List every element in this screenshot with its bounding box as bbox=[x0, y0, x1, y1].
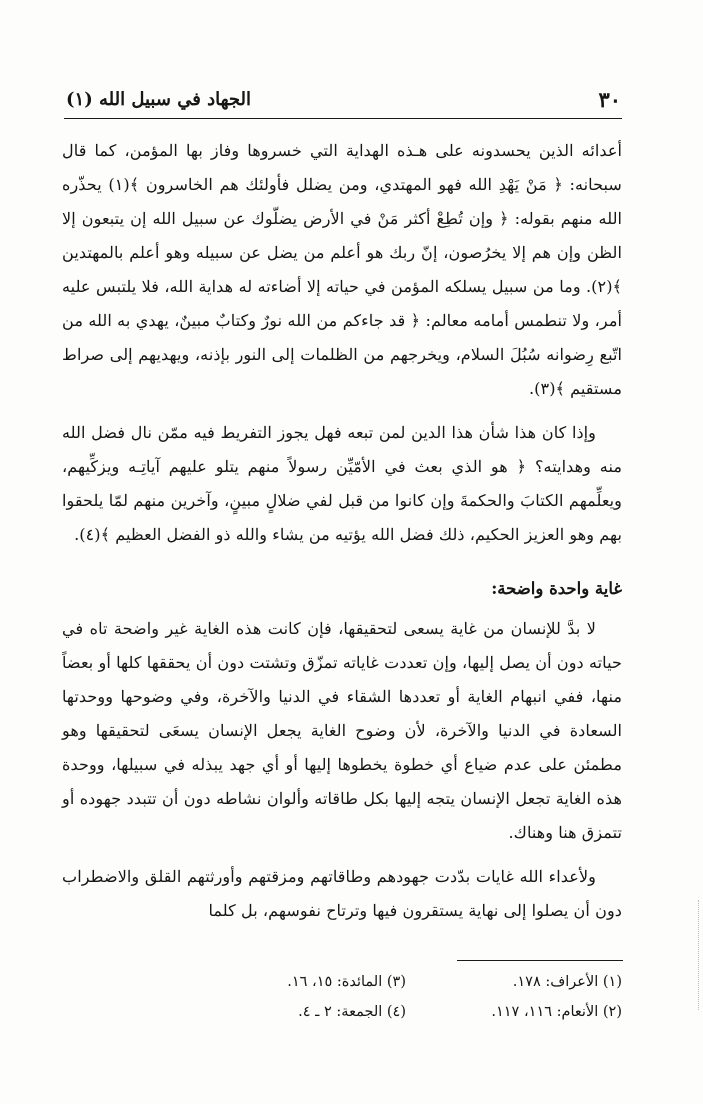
footnote: (٢) الأنعام: ١١٦، ١١٧. bbox=[491, 1004, 622, 1020]
running-title: الجهاد في سبيل الله (١) bbox=[66, 88, 251, 110]
footnotes bbox=[190, 968, 622, 1026]
main-text bbox=[62, 134, 622, 928]
footnote: (٣) المائدة: ١٥، ١٦. bbox=[287, 974, 406, 990]
scan-margin-mark bbox=[698, 900, 700, 1010]
footnote: (١) الأعراف: ١٧٨. bbox=[512, 974, 622, 990]
paragraph: لا بدَّ للإنسان من غاية يسعى لتحقيقها، فإن كانت هذه الغاية غير واضحة تاه في حياته دون أن يصل إليها، وإن تعددت غاياته تمزّق وتشتت دون أن يحققها كلها أو بعضاً منها، ففي انبهام الغاية أو تعددها الشقاء في الدنيا والآخرة، وفي وضوحها ووحدتها السعادة في الدنيا والآخرة، لأن وضوح الغاية يجعل الإنسان يسعَى لتحقيقها وهو مطمئن على عدم ضياع أي خطوة يخطوها إليها أو أي جهد يبذله في سبيلها، ووحدة هذه الغاية تجعل الإنسان يتجه إليها بكل طاقاته وألوان نشاطه دون أن تتبدد جهوده أو تتمزق هنا وهناك. bbox=[62, 619, 622, 842]
header-divider bbox=[64, 118, 622, 119]
page-header bbox=[66, 84, 621, 114]
page-number: ٣٠ bbox=[598, 86, 621, 112]
paragraph: ولأعداء الله غايات بدّدت جهودهم وطاقاتهم ومزقتهم وأورثتهم القلق والاضطراب دون أن يصلوا إلى نهاية يستقرون فيها وترتاح نفوسهم، بل كلما bbox=[62, 867, 622, 920]
footnote: (٤) الجمعة: ٢ ـ ٤. bbox=[298, 1004, 406, 1020]
section-heading: غاية واحدة واضحة: bbox=[491, 579, 622, 598]
paragraph: أعدائه الذين يحسدونه على هـذه الهداية التي خسروها وفاز بها المؤمن، كما قال سبحانه: ﴿ مَنْ يَهْدِ الله فهو المهتدي، ومن يضلل فأولئك هم الخاسرون ﴾(١) يحذّره الله منهم بقوله: ﴿ وإن تُطِعْ أكثر مَنْ في الأرض يضلّوك عن سبيل الله إن يتبعون إلا الظن وإن هم إلا يخرُصون، إنّ ربك هو أعلم من يضل عن سبيله وهو أعلم بالمهتدين ﴾(٢). وما من سبيل يسلكه المؤمن في حياته إلا أضاءته له هداية الله، فلا يلتبس عليه أمر، ولا تنطمس أمامه معالم: ﴿ قد جاءكم من الله نورٌ وكتابٌ مبينٌ، يهدي به الله من اتّبع رِضوانه سُبُلَ السلام، ويخرجهم من الظلمات إلى النور بإذنه، ويهديهم إلى صراط مستقيم ﴾(٣). bbox=[62, 141, 622, 398]
footnote-divider bbox=[457, 960, 623, 961]
paragraph: وإذا كان هذا شأن هذا الدين لمن تبعه فهل يجوز التفريط فيه ممّن نال فضل الله منه وهدايته؟ ﴿ هو الذي بعث في الأمّيِّن رسولاً منهم يتلو عليهم آياتِـه ويزكِّيهم، ويعلِّمهم الكتابَ والحكمةَ وإن كانوا من قبل لفي ضلالٍ مبينٍ، وآخرين منهم لمّا يلحقوا بهم وهو العزيز الحكيم، ذلك فضل الله يؤتيه من يشاء والله ذو الفضل العظيم ﴾(٤). bbox=[62, 423, 622, 544]
